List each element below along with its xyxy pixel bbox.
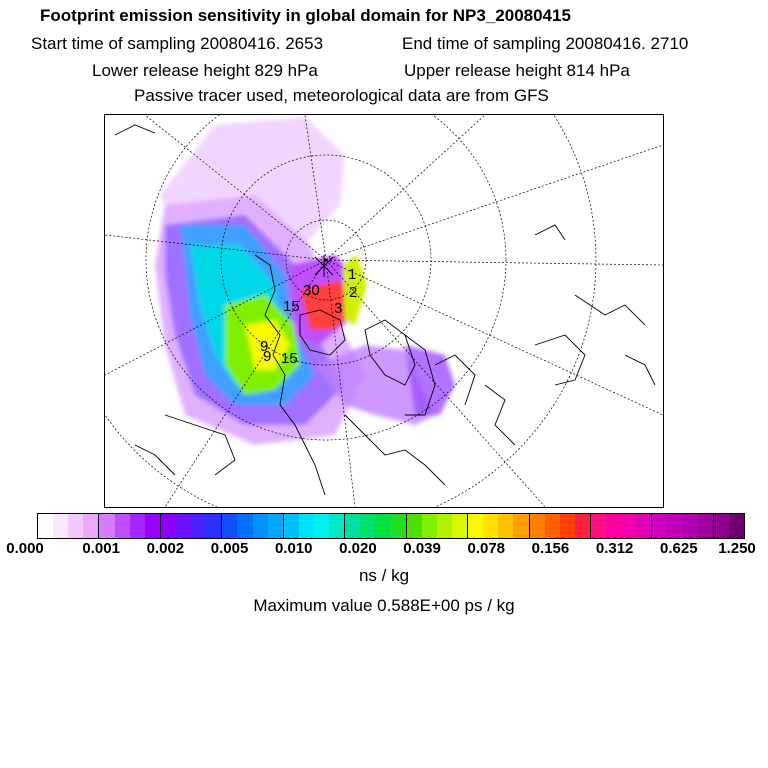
- map-label: 2: [349, 284, 358, 301]
- colorbar-segment: [590, 514, 606, 538]
- colorbar-tick-label: 0.312: [595, 540, 634, 557]
- colorbar-segment: [160, 514, 176, 538]
- polar-map: [105, 115, 663, 507]
- colorbar-segment: [38, 514, 53, 538]
- colorbar-segment: [651, 514, 667, 538]
- colorbar-segment: [329, 514, 344, 538]
- colorbar-tick-label: 1.250: [718, 540, 756, 557]
- colorbar-segment: [130, 514, 145, 538]
- colorbar-segment: [422, 514, 437, 538]
- tracer-info-label: Passive tracer used, meteorological data are from GFS: [134, 86, 549, 105]
- colorbar-segment: [191, 514, 206, 538]
- colorbar-segment: [729, 514, 744, 538]
- colorbar-segment: [221, 514, 237, 538]
- colorbar-tick-label: 0.010: [274, 540, 313, 557]
- colorbar-segment: [176, 514, 191, 538]
- plot-title: Footprint emission sensitivity in global domain for NP3_20080415: [40, 6, 571, 25]
- colorbar-segment: [667, 514, 682, 538]
- colorbar-segment: [683, 514, 698, 538]
- map-label: 15: [283, 298, 300, 315]
- colorbar-segment: [115, 514, 130, 538]
- colorbar-segment: [68, 514, 83, 538]
- colorbar-segment: [513, 514, 528, 538]
- colorbar-segment: [406, 514, 422, 538]
- colorbar-segment: [575, 514, 590, 538]
- map-label: 3: [334, 300, 343, 317]
- colorbar-segment: [437, 514, 452, 538]
- colorbar-tick-label: 0.020: [339, 540, 377, 557]
- colorbar-tick-label: 0.005: [210, 540, 249, 557]
- colorbar-segment: [98, 514, 114, 538]
- unit-label: ns / kg: [358, 566, 410, 585]
- colorbar-segment: [299, 514, 314, 538]
- colorbar-segment: [237, 514, 252, 538]
- colorbar-tick-label: 0.002: [146, 540, 185, 557]
- map-label: 9: [260, 338, 269, 355]
- colorbar-segment: [621, 514, 636, 538]
- colorbar-segment: [498, 514, 513, 538]
- colorbar-segment: [467, 514, 483, 538]
- colorbar-segment: [713, 514, 729, 538]
- max-value-label: Maximum value 0.588E+00 ps / kg: [253, 596, 515, 615]
- map-label: 15: [281, 350, 298, 367]
- map-label: 9: [263, 348, 272, 365]
- colorbar-tick-label: 0.078: [467, 540, 506, 557]
- colorbar-segment: [206, 514, 221, 538]
- colorbar-tick-label: 0.156: [531, 540, 570, 557]
- colorbar-segment: [253, 514, 268, 538]
- colorbar-segment: [314, 514, 329, 538]
- colorbar-segment: [391, 514, 406, 538]
- colorbar-segment: [145, 514, 160, 538]
- colorbar-segment: [698, 514, 713, 538]
- colorbar-segment: [636, 514, 651, 538]
- colorbar-segment: [283, 514, 299, 538]
- colorbar-segment: [53, 514, 68, 538]
- lower-height-label: Lower release height 829 hPa: [92, 61, 318, 80]
- colorbar-segment: [83, 514, 98, 538]
- map-panel[interactable]: [104, 114, 664, 508]
- start-time-label: Start time of sampling 20080416. 2653: [31, 34, 324, 53]
- colorbar-segment: [529, 514, 545, 538]
- footprint-plume: [155, 117, 455, 445]
- map-label: 1: [348, 266, 357, 283]
- colorbar-segment: [606, 514, 621, 538]
- colorbar-tick-label: 0.000: [6, 540, 44, 557]
- map-label: 30: [303, 282, 320, 299]
- colorbar: [37, 513, 745, 539]
- colorbar-segment: [344, 514, 360, 538]
- end-time-label: End time of sampling 20080416. 2710: [402, 34, 689, 53]
- colorbar-segment: [360, 514, 375, 538]
- colorbar-segment: [452, 514, 467, 538]
- colorbar-segment: [483, 514, 498, 538]
- colorbar-tick-label: 0.039: [403, 540, 441, 557]
- colorbar-segment: [545, 514, 560, 538]
- colorbar-tick-label: 0.625: [660, 540, 698, 557]
- colorbar-segment: [268, 514, 283, 538]
- colorbar-segment: [375, 514, 390, 538]
- colorbar-tick-label: 0.001: [82, 540, 120, 557]
- upper-height-label: Upper release height 814 hPa: [404, 61, 630, 80]
- colorbar-segment: [560, 514, 575, 538]
